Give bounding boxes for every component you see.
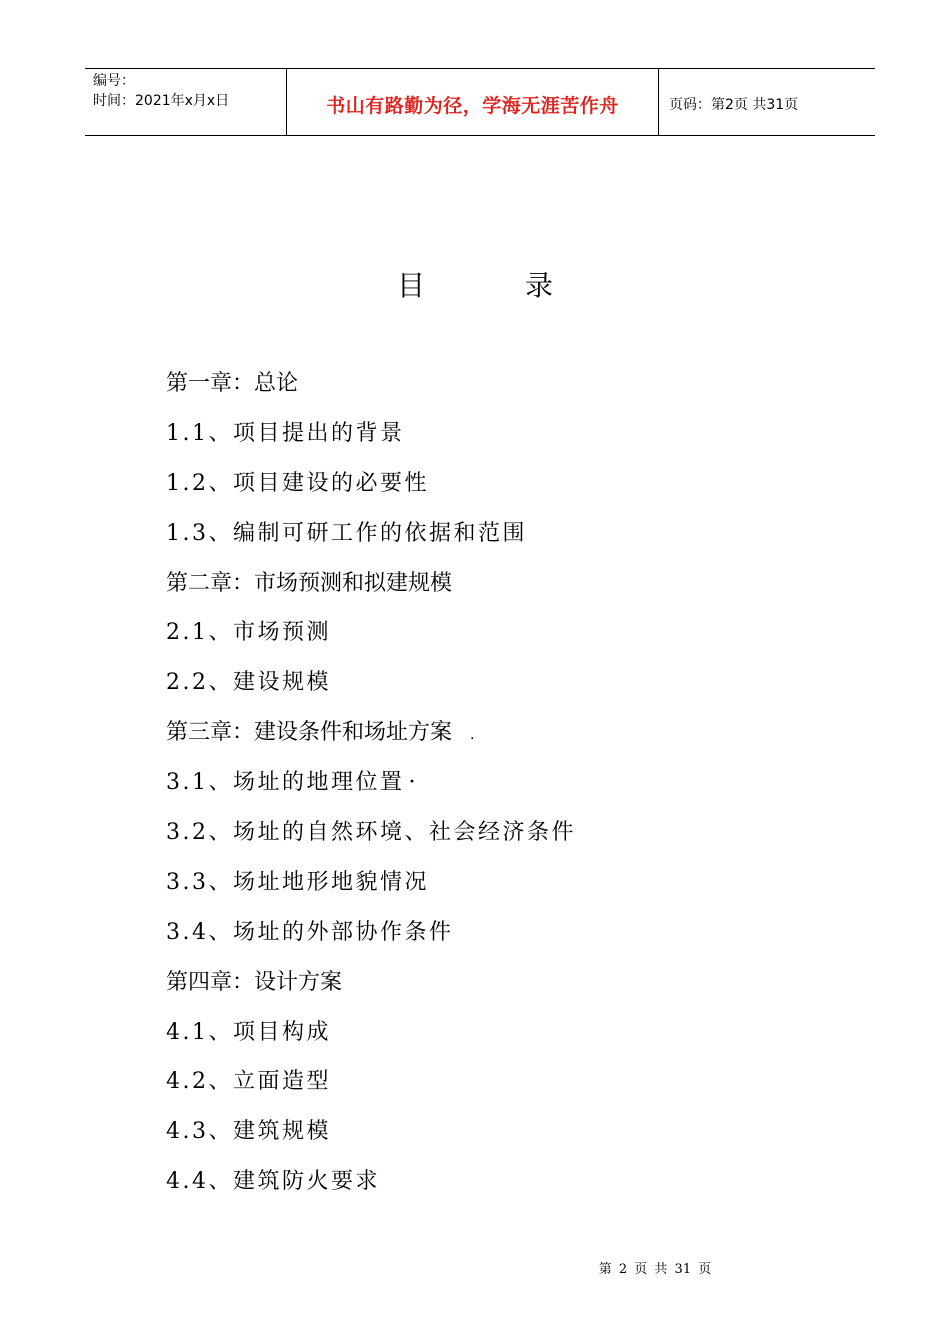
toc-entry-text: 第四章：设计方案	[166, 969, 343, 995]
toc-entry-text: 3.3、场址地形地貌情况	[166, 869, 429, 895]
toc-section-entry[interactable]	[166, 1011, 576, 1061]
toc-entry-trailing-mark: .	[470, 727, 475, 744]
toc-entry-text: 4.3、建筑规模	[166, 1119, 331, 1145]
toc-section-entry[interactable]	[166, 412, 576, 462]
toc-section-entry[interactable]	[166, 611, 576, 661]
header-motto	[286, 69, 659, 135]
toc-list	[166, 362, 576, 1210]
toc-title	[0, 264, 950, 304]
toc-section-entry[interactable]	[166, 861, 576, 911]
toc-section-entry[interactable]	[166, 761, 576, 811]
date-line: 时间：2021年x月x日	[93, 93, 230, 109]
toc-section-entry[interactable]	[166, 911, 576, 961]
toc-entry-text: 4.2、立面造型	[166, 1069, 331, 1095]
footer-page-number: 第 2 页 共 31 页	[598, 1262, 712, 1277]
toc-entry-text: 第二章：市场预测和拟建规模	[166, 570, 453, 596]
serial-number-label: 编号：	[93, 73, 135, 89]
toc-section-entry[interactable]	[166, 512, 576, 562]
toc-entry-text: 3.2、场址的自然环境、社会经济条件	[166, 820, 576, 846]
toc-chapter-entry[interactable]	[166, 961, 576, 1011]
toc-entry-text: 1.3、编制可研工作的依据和范围	[166, 520, 527, 546]
toc-entry-text: 2.1、市场预测	[166, 620, 331, 646]
toc-entry-text: 第一章：总论	[166, 371, 299, 396]
header-meta	[85, 69, 286, 135]
toc-chapter-entry[interactable]	[166, 562, 576, 612]
toc-section-entry[interactable]	[166, 1060, 576, 1110]
toc-section-entry[interactable]	[166, 1110, 576, 1160]
toc-entry-text: 4.1、项目构成	[166, 1019, 331, 1045]
toc-section-entry[interactable]	[166, 1160, 576, 1210]
toc-entry-text: 4.4、建筑防火要求	[166, 1169, 380, 1195]
toc-entry-text: 1.2、项目建设的必要性	[166, 470, 429, 496]
toc-section-entry[interactable]	[166, 661, 576, 711]
toc-entry-text: 1.1、项目提出的背景	[166, 420, 405, 446]
toc-title-char-1: 目	[396, 269, 425, 302]
toc-section-entry[interactable]	[166, 462, 576, 512]
header-page-info	[659, 69, 875, 135]
toc-entry-text: 3.1、场址的地理位置	[166, 770, 405, 796]
toc-entry-trailing-mark: ·	[408, 770, 418, 796]
page-footer	[0, 1258, 950, 1277]
toc-title-char-2: 录	[525, 269, 554, 302]
page-info-text: 页码：第2页 共31页	[669, 97, 799, 113]
page-header	[85, 68, 875, 136]
toc-entry-text: 第三章：建设条件和场址方案	[166, 720, 453, 746]
toc-entry-text: 3.4、场址的外部协作条件	[166, 919, 454, 945]
toc-section-entry[interactable]	[166, 811, 576, 861]
motto-text: 书山有路勤为径，学海无涯苦作舟	[326, 94, 619, 117]
toc-entry-text: 2.2、建设规模	[166, 670, 331, 696]
toc-chapter-entry[interactable]	[166, 362, 576, 412]
toc-chapter-entry[interactable]	[166, 711, 576, 761]
